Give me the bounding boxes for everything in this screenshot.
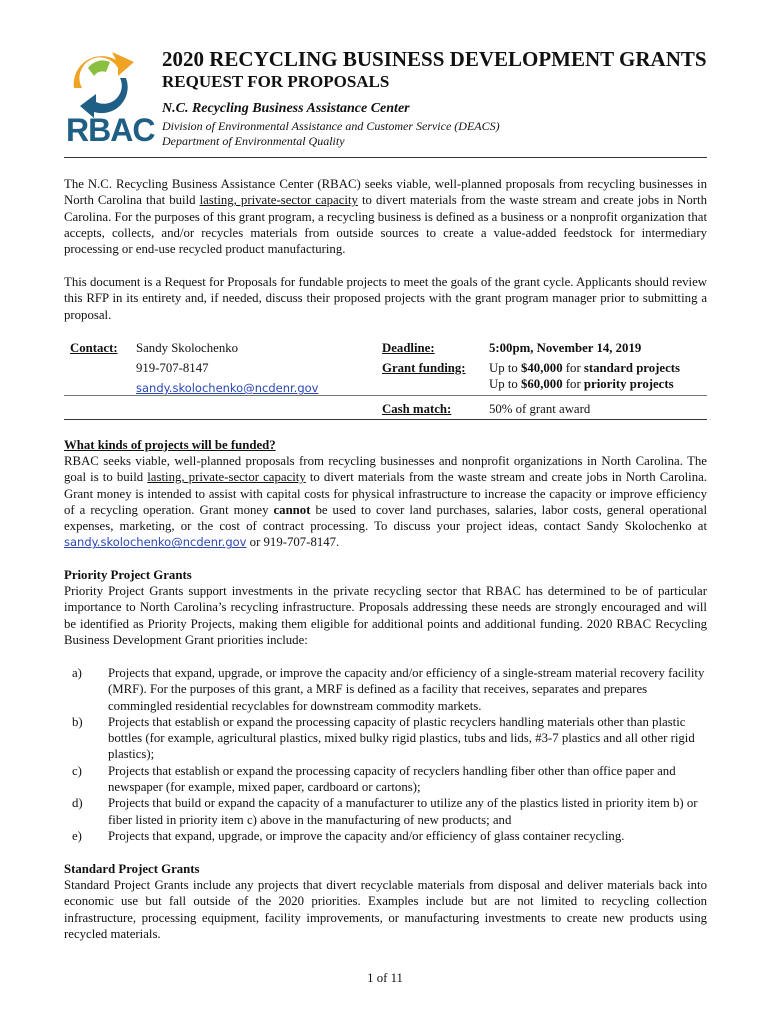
cash-match-value: 50% of grant award [489, 402, 591, 416]
intro-emphasis: lasting, private-sector capacity [199, 193, 358, 208]
contact-divider [64, 395, 707, 396]
standard-paragraph: Standard Project Grants include any projects that divert recyclable materials from disposal and deliver materials back into economic use but fall outside of the 2020 priorities. Examples include but are not limited to recycling collection infrastructure, processing equipment, facility improvements, or manufacturing investments to create new products using recycled materials. [64, 878, 707, 941]
funded-heading: What kinds of projects will be funded? [64, 438, 276, 452]
list-item: d) Projects that build or expand the capacity of a manufacturer to utilize any of the plastics listed in priority item b) or fiber listed in priority item c) above in the manufacturing of new products; and [72, 796, 698, 827]
intro-paragraph-2 [64, 274, 707, 323]
contact-label: Contact: [70, 341, 118, 355]
priority-heading: Priority Project Grants [64, 568, 192, 582]
division-name: Division of Environmental Assistance and Customer Service (DEACS) [162, 119, 500, 133]
deadline-label: Deadline: [382, 341, 435, 355]
funding-standard: Up to $40,000 for standard projects [489, 361, 681, 375]
section-divider [64, 419, 707, 420]
list-item: a) Projects that expand, upgrade, or improve the capacity and/or efficiency of a single-stream material recovery facility (MRF). For the purposes of this grant, a MRF is defined as a facility that receives, separates and prepares commingled residential recyclables for downstream commodity markets. [72, 666, 705, 713]
standard-heading: Standard Project Grants [64, 862, 200, 876]
list-item: c) Projects that establish or expand the processing capacity of recyclers handling fiber other than office paper and newspaper (for example, mixed paper, cardboard or cartons); [72, 763, 676, 795]
contact-phone: 919-707-8147 [136, 361, 209, 375]
document-title: 2020 RECYCLING BUSINESS DEVELOPMENT GRANTS [162, 47, 707, 71]
funded-paragraph: RBAC seeks viable, well-planned proposals from recycling businesses and nonprofit organizations in North Carolina. The goal is to build lasting, private-sector capacity to divert materials from the waste stream and create jobs in North Carolina. Grant money is intended to assist with capital costs for physical infrastructure to increase the capacity or improve efficiency of a recycling operation. Grant money cannot be used to cover land purchases, salaries, labor costs, general operational expenses, marketing, or the cost of contract processing. To discuss your project ideas, contact Sandy Skolochenko at sandy.skolochenko@ncdenr.gov or 919-707-8147. [64, 454, 708, 550]
funding-priority: Up to $60,000 for priority projects [489, 377, 674, 391]
department-name: Department of Environmental Quality [162, 134, 345, 148]
priority-paragraph: Priority Project Grants support investments in the private recycling sector that RBAC has determined to be of particular importance to North Carolina’s recycling infrastructure. Proposals addressing these needs are strongly encouraged and will be identified as Priority Projects, making them eligible for additional points and additional funding. 2020 RBAC Recycling Business Development Grant priorities include: [64, 584, 707, 647]
priority-list [64, 665, 707, 844]
funded-email-link[interactable]: sandy.skolochenko@ncdenr.gov [64, 535, 247, 550]
contact-name: Sandy Skolochenko [136, 341, 239, 355]
cash-match-label: Cash match: [382, 402, 452, 416]
recycle-arrows-icon [64, 48, 148, 118]
header-divider [64, 157, 707, 158]
logo-text: RBAC [66, 112, 155, 148]
contact-email-link[interactable]: sandy.skolochenko@ncdenr.gov [136, 381, 319, 395]
intro-paragraph-1 [64, 176, 707, 257]
grant-funding-label: Grant funding: [382, 361, 466, 375]
page-number: 1 of 11 [367, 971, 403, 985]
list-item: b) Projects that establish or expand the processing capacity of plastic recyclers handling materials other than plastic bottles (for example, agricultural plastics, mixed bulky rigid plastics, tubs and lids, #3-7 plastics and all other rigid plastics); [72, 714, 695, 762]
document-subtitle: REQUEST FOR PROPOSALS [162, 72, 390, 91]
organization-name: N.C. Recycling Business Assistance Center [162, 101, 410, 116]
intro-text-2: This document is a Request for Proposals for fundable projects to meet the goals of the grant cycle. Applicants should review this RFP in its entirety and, if needed, discuss their proposed projects with the grant program manager prior to submitting a proposal. [64, 275, 707, 322]
intro-text-a: The N.C. Recycling Business Assistance Center (RBAC) seeks viable, well-planned proposals from recycling businesses in North Carolina that build [64, 177, 707, 208]
intro-text-b: to divert materials from the waste stream and create jobs in North Carolina. For the purposes of this grant program, a recycling business is defined as a business or a nonprofit organization that accepts, collects, and/or recycles materials from outside sources to create a value-added feedstock for intermediary processing or end-use recycled product manufacturing. [64, 193, 707, 257]
list-item: e) Projects that expand, upgrade, or improve the capacity and/or efficiency of glass container recycling. [72, 828, 625, 843]
deadline-value: 5:00pm, November 14, 2019 [489, 341, 642, 355]
